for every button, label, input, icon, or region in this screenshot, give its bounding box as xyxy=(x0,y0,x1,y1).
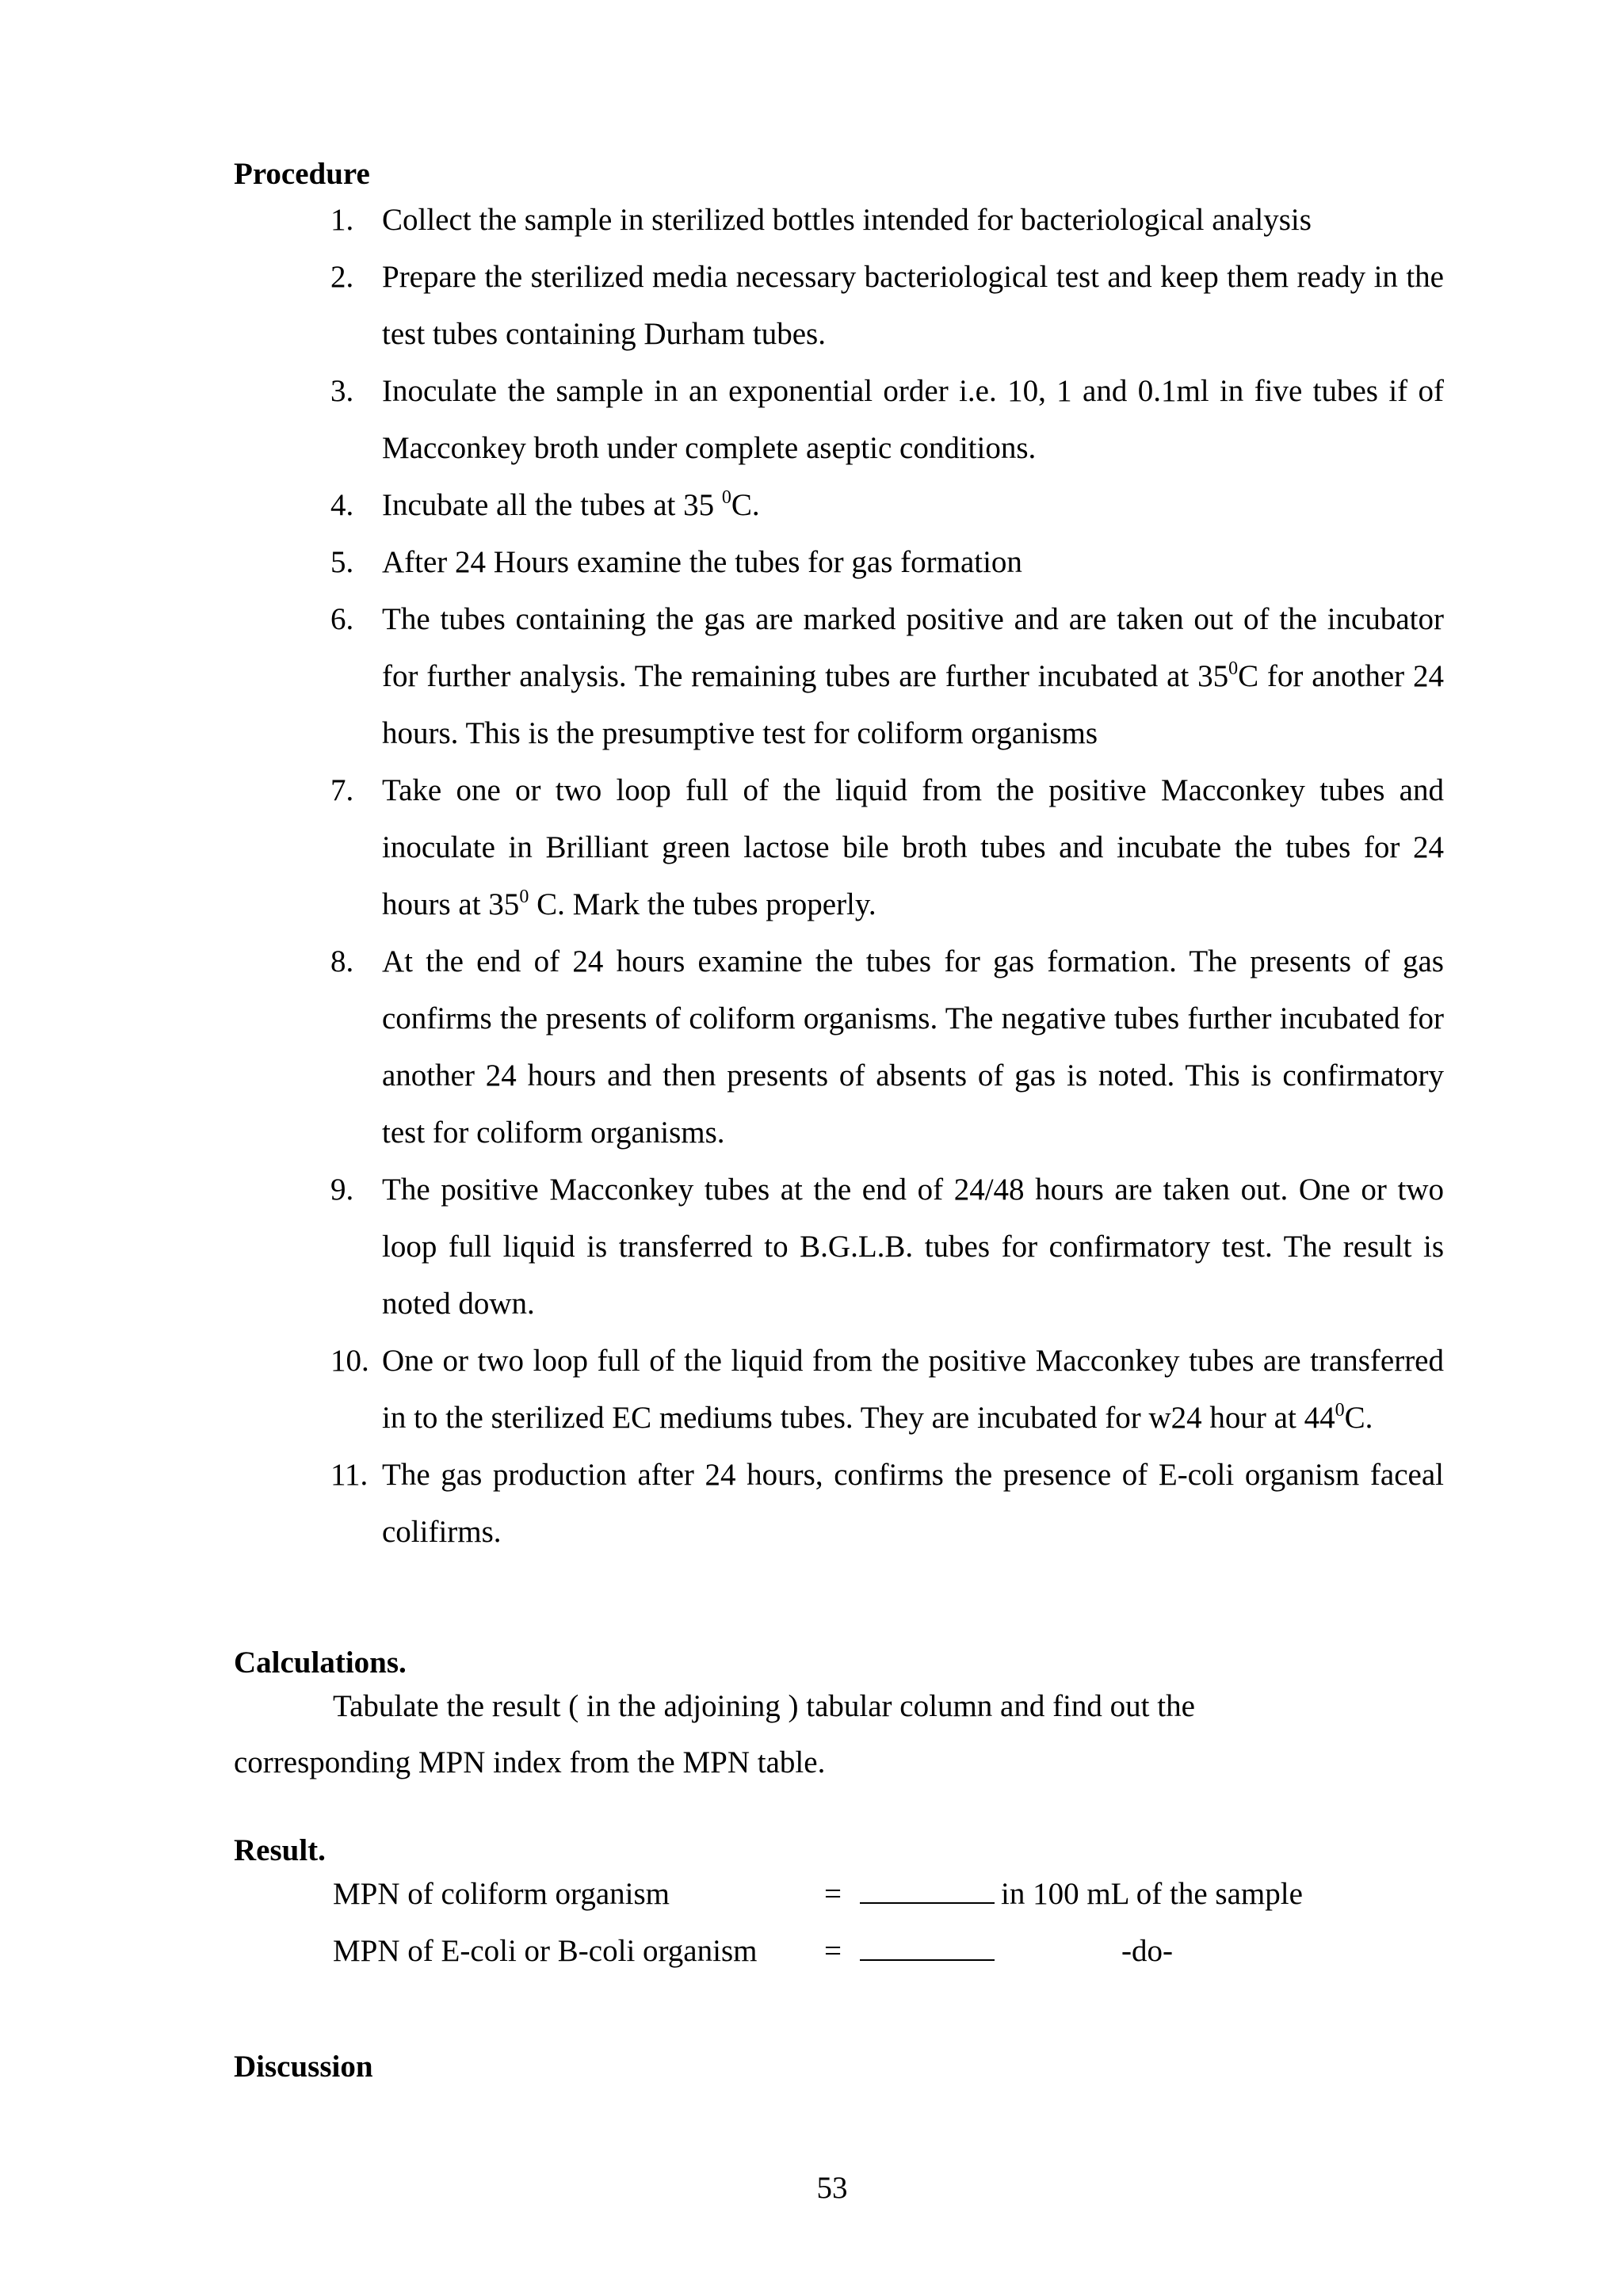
list-text: Prepare the sterilized media necessary bacteriological test and keep them ready in the test tubes containing Durham tubes. xyxy=(382,260,1444,351)
answer-blank xyxy=(860,1923,995,1980)
text-segment: C. xyxy=(731,488,760,522)
calculations-line-1: Tabulate the result ( in the adjoining ) tabular column and find out the xyxy=(333,1689,1195,1723)
result-row-coliform xyxy=(0,1866,1623,1923)
list-number: 5. xyxy=(330,545,354,579)
result-heading: Result. xyxy=(234,1833,326,1867)
list-text: The positive Macconkey tubes at the end of 24/48 hours are taken out. One or two loop full liquid is transferred to B.G.L.B. tubes for confirmatory test. The result is noted down. xyxy=(382,1173,1444,1321)
procedure-heading: Procedure xyxy=(234,157,370,191)
superscript: 0 xyxy=(519,887,529,907)
list-item xyxy=(0,249,1623,363)
list-text: At the end of 24 hours examine the tubes for gas formation. The presents of gas confirms the presents of coliform organisms. The negative tubes further incubated for another 24 hours and then presents of absents of gas is noted. This is confirmatory test for coliform organisms. xyxy=(382,944,1444,1150)
answer-blank xyxy=(860,1866,995,1923)
superscript: 0 xyxy=(721,487,731,508)
result-row-ecoli xyxy=(0,1923,1623,1980)
list-item xyxy=(0,477,1623,534)
text-segment: Take one or two loop full of the liquid from the positive Macconkey tubes and inoculate in Brilliant green lactose bile broth tubes and incubate the tubes for 24 hours at 35 xyxy=(382,773,1444,921)
text-segment: The tubes containing the gas are marked positive and are taken out of the incubator for further analysis. The remaining tubes are further incubated at 35 xyxy=(382,602,1444,693)
list-item xyxy=(0,534,1623,591)
text-segment: C. Mark the tubes properly. xyxy=(529,887,876,921)
text-segment: C for another 24 hours. This is the presumptive test for coliform organisms xyxy=(382,659,1444,750)
list-number: 6. xyxy=(330,602,354,636)
list-text xyxy=(382,591,1444,762)
discussion-heading: Discussion xyxy=(234,2050,373,2084)
list-item xyxy=(0,933,1623,1161)
page-number: 53 xyxy=(816,2171,848,2205)
list-item xyxy=(0,591,1623,762)
result-suffix: in 100 mL of the sample xyxy=(1001,1877,1303,1911)
list-text: After 24 Hours examine the tubes for gas formation xyxy=(382,545,1022,579)
list-number: 7. xyxy=(330,773,354,807)
list-number: 2. xyxy=(330,260,354,294)
result-suffix: -do- xyxy=(1121,1934,1173,1968)
list-number: 10. xyxy=(330,1344,369,1378)
text-segment: C. xyxy=(1344,1401,1373,1435)
procedure-list xyxy=(0,192,1623,1561)
superscript: 0 xyxy=(1335,1400,1345,1421)
list-number: 11. xyxy=(330,1458,369,1492)
list-item xyxy=(0,1333,1623,1447)
equals-sign: = xyxy=(824,1934,842,1968)
result-label: MPN of coliform organism xyxy=(333,1877,670,1911)
list-text xyxy=(382,477,1444,534)
list-text: Inoculate the sample in an exponential order i.e. 10, 1 and 0.1ml in five tubes if of Macconkey broth under complete aseptic conditions. xyxy=(382,374,1444,465)
list-item xyxy=(0,1447,1623,1561)
list-number: 1. xyxy=(330,203,354,237)
list-text: Collect the sample in sterilized bottles intended for bacteriological analysis xyxy=(382,203,1312,237)
list-text: The gas production after 24 hours, confirms the presence of E-coli organism faceal colifirms. xyxy=(382,1458,1444,1549)
list-item xyxy=(0,762,1623,933)
equals-sign: = xyxy=(824,1877,842,1911)
list-item xyxy=(0,363,1623,477)
list-number: 3. xyxy=(330,374,354,408)
list-number: 8. xyxy=(330,944,354,978)
list-text xyxy=(382,762,1444,933)
list-text xyxy=(382,1333,1444,1447)
calculations-line-2: corresponding MPN index from the MPN table. xyxy=(234,1745,826,1779)
text-segment: Incubate all the tubes at 35 xyxy=(382,488,722,522)
result-label: MPN of E-coli or B-coli organism xyxy=(333,1934,758,1968)
superscript: 0 xyxy=(1228,658,1239,679)
text-segment: One or two loop full of the liquid from the positive Macconkey tubes are transferred in to the sterilized EC mediums tubes. They are incubated for w24 hour at 44 xyxy=(382,1344,1444,1435)
calculations-heading: Calculations. xyxy=(234,1646,407,1680)
list-number: 9. xyxy=(330,1173,354,1207)
list-item xyxy=(0,1161,1623,1333)
list-number: 4. xyxy=(330,488,354,522)
list-item xyxy=(0,192,1623,249)
